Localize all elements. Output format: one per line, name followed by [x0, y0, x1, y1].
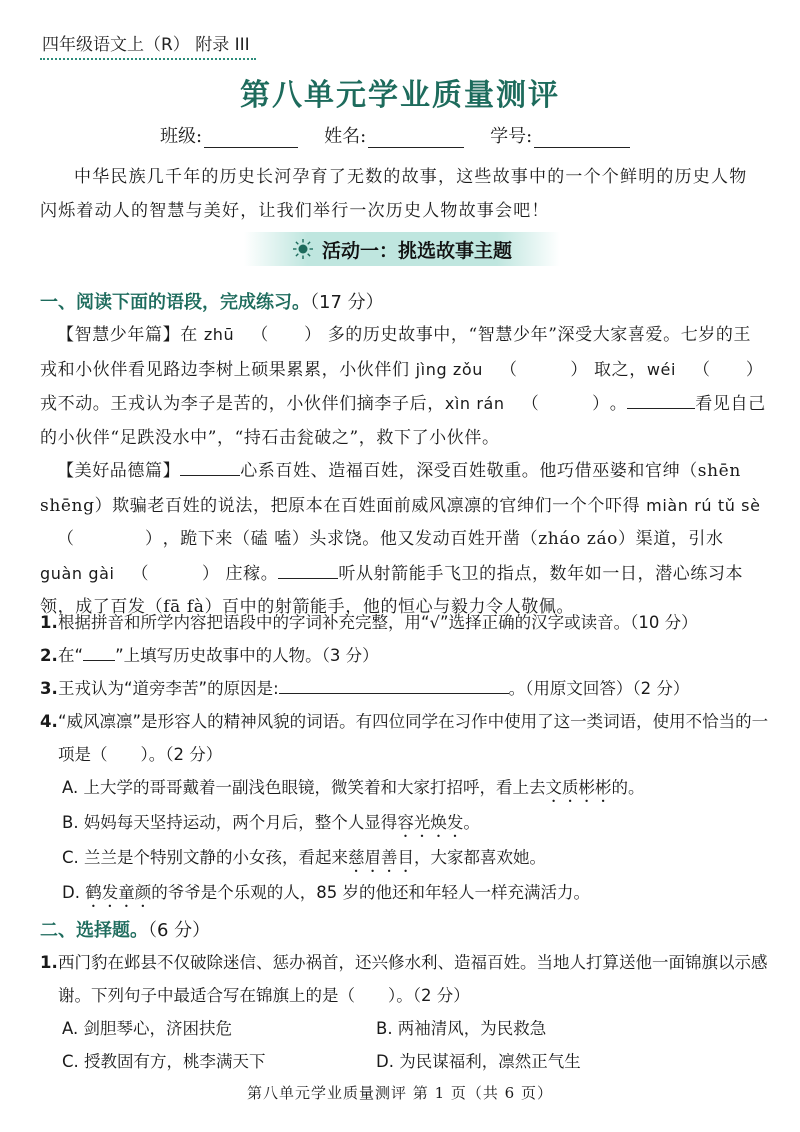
question-number: 1.	[40, 953, 58, 972]
example-blank	[83, 644, 115, 661]
question-number: 1.	[40, 613, 58, 632]
question-text	[58, 705, 770, 771]
passage-text: ，跪下来（磕 嗑）头求饶。他又发动百姓开凿（zháo záo）渠道，引水	[162, 529, 724, 549]
option-text: 的爷爷是个乐观的人，85 岁的他还和年轻人一样充满活力。	[151, 883, 590, 902]
activity-banner	[244, 232, 560, 266]
option-text: B. 妈妈每天坚持运动，两个月后，整个人显得	[62, 813, 398, 832]
pinyin-prompt: miàn rú tǔ sè	[646, 495, 761, 515]
section-1-title: 一、阅读下面的语段，完成练习。	[40, 292, 310, 313]
question-text-part: ”上填写历史故事中的人物。（3 分）	[115, 646, 379, 665]
choice-option-a[interactable]: A. 剑胆琴心，济困扶危	[62, 1019, 232, 1038]
name-field[interactable]	[324, 122, 464, 148]
option-text: 。	[463, 813, 480, 832]
question-text	[58, 639, 770, 672]
question-4	[40, 705, 770, 771]
option-idiom: 容光焕发	[397, 813, 464, 832]
passage-text: 心系百姓、造福百姓，深受百姓敬重。他巧借巫婆和官绅（shēn shēng）欺骗老百姓的说法，把原本在百姓面前威风凛凛的官绅们一个个吓得	[40, 461, 741, 516]
section-2-heading	[40, 916, 210, 942]
question-text	[58, 672, 770, 705]
passage-text: 取之，	[588, 359, 647, 380]
option-idiom: 鹤发童颜	[85, 883, 152, 902]
answer-paren[interactable]	[108, 738, 141, 771]
name-label: 姓名:	[324, 126, 367, 147]
pinyin-prompt: jìng zǒu	[415, 359, 484, 379]
class-blank[interactable]	[204, 129, 298, 148]
option-a[interactable]	[40, 771, 770, 806]
question-text	[58, 946, 770, 1012]
section-2-questions	[40, 946, 770, 1078]
answer-paren[interactable]	[355, 979, 388, 1012]
name-blank[interactable]	[278, 562, 338, 579]
reading-passage	[40, 318, 766, 625]
option-text: ，大家都喜欢她。	[414, 848, 547, 867]
pinyin-prompt: zhū	[203, 325, 235, 344]
choice-option-b[interactable]: B. 两袖清风，为民救急	[376, 1019, 547, 1038]
option-text: D.	[62, 883, 86, 902]
answer-blank[interactable]	[279, 677, 509, 694]
option-b[interactable]	[40, 806, 770, 841]
student-id-blank[interactable]	[534, 129, 630, 148]
question-3	[40, 672, 770, 705]
question-number: 2.	[40, 646, 58, 665]
section-1-questions	[40, 606, 770, 911]
choice-option-d[interactable]: D. 为民谋福利，凛然正气生	[376, 1052, 581, 1071]
option-text: A. 上大学的哥哥戴着一副浅色眼镜，微笑着和大家打招呼，看上去	[62, 778, 546, 797]
option-d[interactable]	[40, 876, 770, 911]
page-title: 第八单元学业质量测评	[240, 78, 560, 113]
student-id-label: 学号:	[490, 126, 533, 147]
question-text-part: 。（用原文回答）（2 分）	[508, 679, 690, 698]
answer-paren[interactable]: （ ）	[693, 359, 764, 380]
passage-text: 戎不动。王戎认为李子是苦的，小伙伴们摘李子后，	[40, 394, 445, 414]
page-footer: 第八单元学业质量测评 第 1 页（共 6 页）	[247, 1084, 553, 1102]
option-text: C. 兰兰是个特别文静的小女孩，看起来	[62, 848, 349, 867]
passage-paragraph-1	[40, 318, 766, 455]
answer-paren[interactable]: （ ）	[521, 394, 610, 414]
question-text-part: 西门豹在邺县不仅破除迷信、惩办祸首，还兴修水利、造福百姓。当地人打算送他一面锦旗以示感谢。下列句子中最适合写在锦旗上的是（	[58, 953, 768, 1005]
passage-text: 【美好品德篇】	[57, 461, 181, 481]
section-1-score: （17 分）	[310, 292, 384, 313]
choice-option-c[interactable]: C. 授教固有方，桃李满天下	[62, 1052, 266, 1071]
question-text-part: ）。（2 分）	[388, 986, 470, 1005]
passage-text: 。	[609, 394, 628, 414]
passage-paragraph-2	[40, 455, 766, 625]
pinyin-prompt: guàn gài	[40, 563, 115, 583]
name-blank[interactable]	[627, 392, 695, 409]
student-info-row	[160, 122, 680, 148]
student-id-field[interactable]	[490, 122, 630, 148]
sun-icon	[292, 238, 314, 260]
header-divider	[40, 58, 256, 60]
choice-options	[40, 1012, 770, 1078]
passage-text: 听从射箭能手飞卫的指点，数年如一日，潜心练习本领，成了百发（fā fà）百中的射箭能手，他的恒心与毅力令人敬佩。	[40, 563, 744, 617]
answer-paren[interactable]: （ ）	[57, 529, 163, 549]
pinyin-prompt: wéi	[646, 359, 677, 379]
passage-text: 庄稼。	[219, 563, 279, 584]
choice-question-1	[40, 946, 770, 1012]
name-blank[interactable]	[180, 459, 240, 476]
answer-paren[interactable]: （ ）	[131, 563, 220, 584]
question-text-part: “威风凛凛”是形容人的精神风貌的词语。有四位同学在习作中使用了这一类词语，使用不恰当的一项是（	[58, 712, 769, 764]
passage-text: 看见自己的小伙伴“足跌没水中”，“持石击瓮破之”，救下了小伙伴。	[40, 394, 766, 448]
question-text: 根据拼音和所学内容把语段中的字词补充完整，用“√”选择正确的汉字或读音。（10 分）	[58, 613, 698, 632]
option-c[interactable]	[40, 841, 770, 876]
class-field[interactable]	[160, 122, 298, 148]
answer-paren[interactable]: （ ）	[500, 359, 589, 380]
question-text-part: 王戎认为“道旁李苦”的原因是:	[58, 679, 279, 698]
intro-paragraph: 中华民族几千年的历史长河孕育了无数的故事，这些故事中的一个个鲜明的历史人物闪烁着动人的智慧与美好，让我们举行一次历史人物故事会吧！	[40, 167, 748, 221]
question-text-part: 在“	[58, 646, 84, 665]
question-number: 4.	[40, 712, 58, 731]
pinyin-prompt: xìn rán	[444, 394, 505, 413]
answer-paren[interactable]: （ ）	[251, 325, 322, 345]
question-2	[40, 639, 770, 672]
name-blank[interactable]	[368, 129, 464, 148]
section-2-score: （6 分）	[148, 920, 211, 941]
section-1-heading	[40, 288, 384, 314]
class-label: 班级:	[160, 126, 203, 147]
section-2-title: 二、选择题。	[40, 920, 148, 941]
option-idiom: 文质彬彬	[545, 778, 612, 797]
question-number: 3.	[40, 679, 58, 698]
passage-text: 【智慧少年篇】在	[57, 325, 204, 345]
activity-label: 活动一：挑选故事主题	[321, 239, 512, 262]
header-tag: 四年级语文上（R） 附录 III	[42, 35, 250, 55]
option-text: 的。	[611, 778, 645, 797]
passage-text: 多的历史故事中，“智慧少年”深受大家喜爱。七岁的王戎和小伙伴看见路边李树上硕果累累，小伙伴们	[40, 325, 752, 380]
option-idiom: 慈眉善目	[348, 848, 415, 867]
question-text-part: ）。（2 分）	[140, 745, 223, 764]
question-1	[40, 606, 770, 639]
